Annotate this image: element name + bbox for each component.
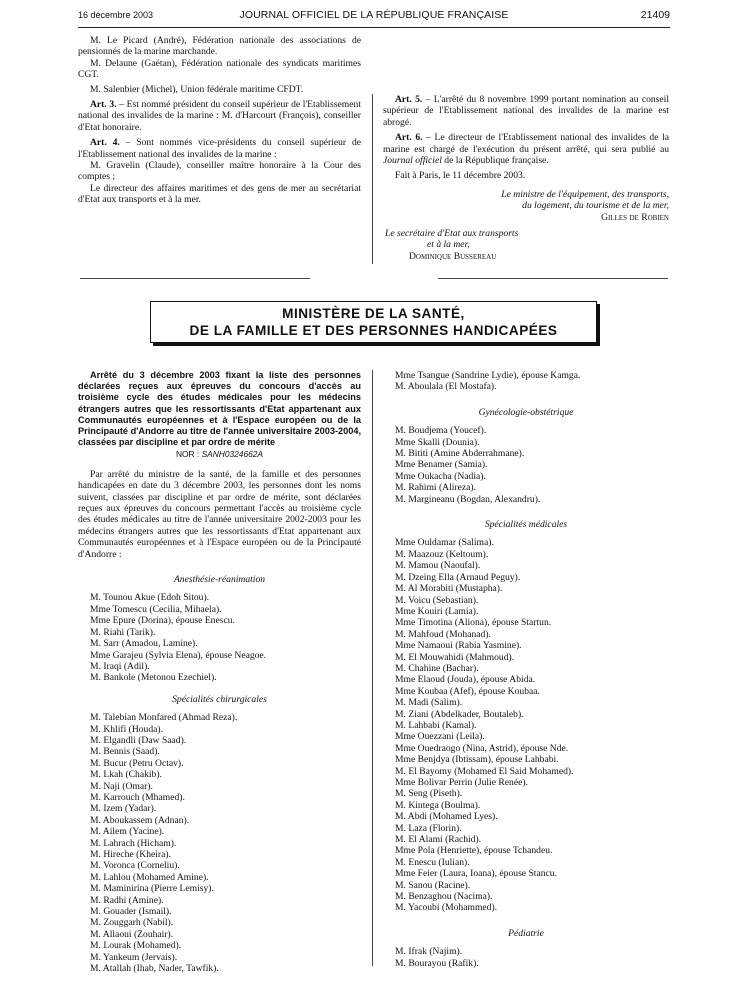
list-item: M. Sarr (Amadou, Lamine).	[90, 638, 198, 650]
list-item: M. Naji (Omar).	[90, 780, 153, 792]
section-title: Gynécologie-obstétrique	[478, 406, 574, 418]
list-item: Mme Oukacha (Nadia).	[395, 470, 486, 482]
list-item: M. Seng (Piseth).	[395, 788, 463, 800]
list-item: M. Izem (Yadar).	[90, 803, 157, 815]
list-item: M. Maminirina (Pierre Lemisy).	[90, 883, 214, 895]
list-item: M. Allaoui (Zouhair).	[90, 928, 174, 940]
article-3	[78, 99, 361, 133]
list-item: M. Iraqi (Adil).	[90, 660, 150, 672]
article-text: – Est nommé président du conseil supérieur de l'Etablissement national des invalides de la marine : M. d'Harcourt (François), conseiller d'Etat honoraire.	[78, 99, 361, 133]
list-item: M. Voicu (Sebastian).	[395, 594, 479, 606]
list-item: Mme Tomescu (Cecilia, Mihaela).	[90, 603, 222, 615]
list-item: M. Benzaghou (Nacima).	[395, 891, 493, 903]
list-item: M. Boudjema (Youcef).	[395, 425, 487, 437]
section-title: Spécialités médicales	[484, 519, 568, 531]
list-item: M. Rahimi (Alireza).	[395, 482, 476, 494]
signatory-name: Dominique Bussereau	[409, 250, 497, 262]
running-header	[78, 8, 670, 24]
arrete-intro: Par arrêté du ministre de la santé, de la famille et des personnes handicapées en date du 3 décembre 2003, les personnes dont les noms suivent, classées par discipline et par ordre de mérite, sont déclarées reçues aux épreuves du concours permettant l'accès au troisième cycle des études médicales au titre de l'année universitaire 2002-2003 pour les médecins étrangers autres que les ressortissants d'Etat appartenant aux Communautés européennes et à l'Espace européen ou de la Principauté d'Andorre :	[78, 468, 361, 560]
list-item: M. Aboukassem (Adnan).	[90, 814, 190, 826]
list-item: M. Zouggarh (Nabil).	[90, 917, 174, 929]
list-item: Mme Timotina (Aliona), épouse Startun.	[395, 617, 552, 629]
journal-reference: Journal officiel	[383, 155, 442, 167]
article-5	[383, 94, 669, 128]
name-list-chirurgicales	[78, 712, 361, 974]
article-label: Art. 4.	[90, 137, 120, 149]
list-item: M. Madi (Salim).	[395, 697, 463, 709]
list-item: M. Ailem (Yacine).	[90, 826, 165, 838]
article-text: – Sont nommés vice-présidents du conseil supérieur de l'Etablissement national des invalides de la marine :	[78, 137, 361, 160]
list-item: M. Chahine (Bachar).	[395, 662, 479, 674]
list-item: M. Khlifi (Houda).	[90, 723, 164, 735]
list-item: M. El Alami (Rachid).	[395, 834, 482, 846]
list-item: Mme Garajeu (Sylvia Elena), épouse Neagoe.	[90, 649, 267, 661]
list-item: Mme Ouldamar (Salima).	[395, 537, 494, 549]
signature-title: Le ministre de l'équipement, des transports,	[501, 188, 669, 200]
section-title: Spécialités chirurgicales	[172, 693, 267, 705]
list-item: M. Laza (Florin).	[395, 822, 462, 834]
list-item: M. Lourak (Mohamed).	[90, 940, 182, 952]
list-item: M. Gouader (Ismail).	[90, 906, 172, 918]
list-item: M. Voronca (Corneliu).	[90, 860, 180, 872]
list-item: M. El Mouwahidi (Mahmoud).	[395, 651, 515, 663]
list-item: M. Ziani (Abdelkader, Boutaleb).	[395, 708, 524, 720]
list-item: M. Tounou Akue (Edoh Sitou).	[90, 592, 210, 604]
bottom-right-column	[383, 370, 669, 969]
list-item: M. Bourayou (Rafik).	[395, 957, 479, 969]
list-item: M. Lahbabi (Kamal).	[395, 719, 477, 731]
list-item: M. Hireche (Kheira).	[90, 849, 171, 861]
list-item: M. Yacoubi (Mohammed).	[395, 902, 498, 914]
article-4	[78, 137, 361, 160]
list-item: M. Bankole (Metonou Ezechiel).	[90, 672, 217, 684]
list-item: M. Dzeing Ella (Arnaud Peguy).	[395, 571, 521, 583]
ministry-heading-box	[150, 301, 597, 343]
list-item: Mme Benjdya (Ibtissam), épouse Lahbabi.	[395, 754, 559, 766]
done-at: Fait à Paris, le 11 décembre 2003.	[395, 170, 526, 182]
list-item: M. Kintega (Boulma).	[395, 799, 481, 811]
name-list-continued	[383, 370, 669, 393]
column-divider-top	[372, 94, 373, 264]
list-item: Mme Pola (Henriette), épouse Tchandeu.	[395, 845, 553, 857]
list-item: M. Aboulala (El Mostafa).	[395, 381, 497, 393]
signature-title: Le secrétaire d'Etat aux transports	[385, 228, 519, 240]
arrete-title: Arrêté du 3 décembre 2003 fixant la liste des personnes déclarées reçues aux épreuves du concours d'accès au troisième cycle des études médicales pour les médecins étrangers autres que les ressortissants d'Etat appartenant aux Communautés européennes et à l'Espace européen ou de la Principauté d'Andorre au titre de l'année universitaire 2003-2004, classées par discipline et par ordre de mérite	[78, 370, 361, 448]
article-label: Art. 6.	[395, 132, 423, 144]
list-item: Mme Ouezzani (Leila).	[395, 731, 485, 743]
list-item: M. Bucur (Petru Octav).	[90, 757, 184, 769]
list-item: Mme Elaoud (Jouda), épouse Abida.	[395, 674, 536, 686]
name-list-medicales	[383, 537, 669, 913]
top-left-column	[78, 35, 361, 206]
article-text: – L'arrêté du 8 novembre 1999 portant nomination au conseil supérieur de l'Etablissement national des invalides de la marine est abrogé.	[383, 94, 670, 128]
list-item: Mme Epure (Dorina), épouse Enescu.	[90, 615, 235, 627]
list-item: Mme Kouiri (Lamia).	[395, 605, 479, 617]
list-item: M. Talebian Monfared (Ahmad Reza).	[90, 712, 238, 724]
signature-title: et à la mer,	[427, 239, 470, 251]
name-list-pediatrie	[383, 946, 669, 969]
list-item: Mme Koubaa (Afef), épouse Koubaa.	[395, 685, 540, 697]
list-item: M. Lahlou (Mohamed Amine).	[90, 871, 209, 883]
top-right-column	[383, 94, 669, 262]
list-item: M. Margineanu (Bogdan, Alexandru).	[395, 493, 541, 505]
list-item: M. Bennis (Saad).	[90, 746, 160, 758]
list-item: Mme Feier (Laura, Ioana), épouse Stancu.	[395, 868, 557, 880]
list-item: M. Sanou (Racine).	[395, 879, 471, 891]
member-line: M. Salenbier (Michel), Union fédérale maritime CFDT.	[90, 83, 304, 95]
list-item: M. Enescu (Iulian).	[395, 856, 470, 868]
list-item: Mme Skalli (Dounia).	[395, 436, 480, 448]
member-line: M. Delaune (Gaëtan), Fédération nationale des syndicats maritimes CGT.	[78, 57, 361, 81]
list-item: Mme Tsangue (Sandrine Lydie), épouse Kamga.	[395, 370, 581, 381]
list-item: M. Mahfoud (Mohanad).	[395, 628, 491, 640]
article-label: Art. 3.	[90, 99, 117, 111]
name-list-anesthesie	[78, 592, 361, 683]
nor-reference: NOR : SANH0324662A	[175, 449, 264, 460]
list-item: M. Abdi (Mohamed Lyes).	[395, 811, 498, 823]
list-item: M. Bititi (Amine Abderrahmane).	[395, 448, 525, 460]
list-item: M. Ifrak (Najim).	[395, 946, 463, 958]
section-title: Anesthésie-réanimation	[173, 574, 266, 586]
ministry-heading-line: MINISTÈRE DE LA SANTÉ,	[282, 306, 465, 321]
list-item: Mme Benamer (Samia).	[395, 459, 488, 471]
ministry-heading-line: DE LA FAMILLE ET DES PERSONNES HANDICAPÉES	[189, 322, 558, 338]
column-divider-bottom	[372, 370, 373, 966]
header-rule	[78, 27, 670, 28]
bottom-left-column	[78, 370, 361, 974]
name-list-gyneco	[383, 425, 669, 505]
separator-right	[438, 278, 668, 279]
list-item: M. Riahi (Tarik).	[90, 626, 156, 638]
header-date: 16 décembre 2003	[78, 10, 154, 20]
list-item: Mme Bolivar Perrin (Julie Renée).	[395, 777, 528, 788]
signatory-name: Gilles de Robien	[601, 211, 669, 223]
list-item: M. El Bayomy (Mohamed El Said Mohamed).	[395, 765, 574, 777]
separator-left	[80, 278, 310, 279]
list-item: M. Mamou (Naoufal).	[395, 560, 481, 572]
article-label: Art. 5.	[395, 94, 423, 105]
list-item: M. Lahrach (Hicham).	[90, 837, 177, 849]
list-item: M. Radhi (Amine).	[90, 894, 164, 906]
member-line: M. Le Picard (André), Fédération nationale des associations de pensionnés de la marine marchande.	[78, 35, 361, 58]
list-item: M. Maazouz (Keltoum).	[395, 548, 489, 560]
list-item: M. Al Morabiti (Mustapha).	[395, 583, 503, 595]
section-title: Pédiatrie	[508, 927, 544, 939]
header-journal-title: JOURNAL OFFICIEL DE LA RÉPUBLIQUE FRANÇAISE	[239, 9, 509, 21]
list-item: Mme Namaoui (Rabia Yasmine).	[395, 640, 522, 652]
signature-title: du logement, du tourisme et de la mer,	[522, 200, 669, 212]
nor-code: SANH0324662A	[201, 449, 264, 460]
article-6: Art. 6. – Le directeur de l'Etablissement national des invalides de la marine est chargé de l'exécution du présent arrêté, qui sera publié au Journal officiel de la République française.	[383, 132, 669, 167]
article-4-item: Le directeur des affaires maritimes et des gens de mer au secrétariat d'Etat aux transports et à la mer.	[78, 182, 361, 206]
list-item: M. Lkah (Chakib).	[90, 769, 162, 781]
list-item: Mme Ouedraogo (Nina, Astrid), épouse Nde.	[395, 742, 569, 754]
article-4-item: M. Gravelin (Claude), conseiller maître honoraire à la Cour des comptes ;	[78, 160, 361, 183]
list-item: M. Elgandli (Daw Saad).	[90, 734, 187, 746]
list-item: M. Atallah (Ihab, Nader, Tawfik).	[90, 963, 219, 975]
list-item: M. Karrouch (Mhamed).	[90, 791, 185, 803]
list-item: M. Yankeum (Jervais).	[90, 951, 178, 963]
header-page-number: 21409	[640, 9, 670, 21]
